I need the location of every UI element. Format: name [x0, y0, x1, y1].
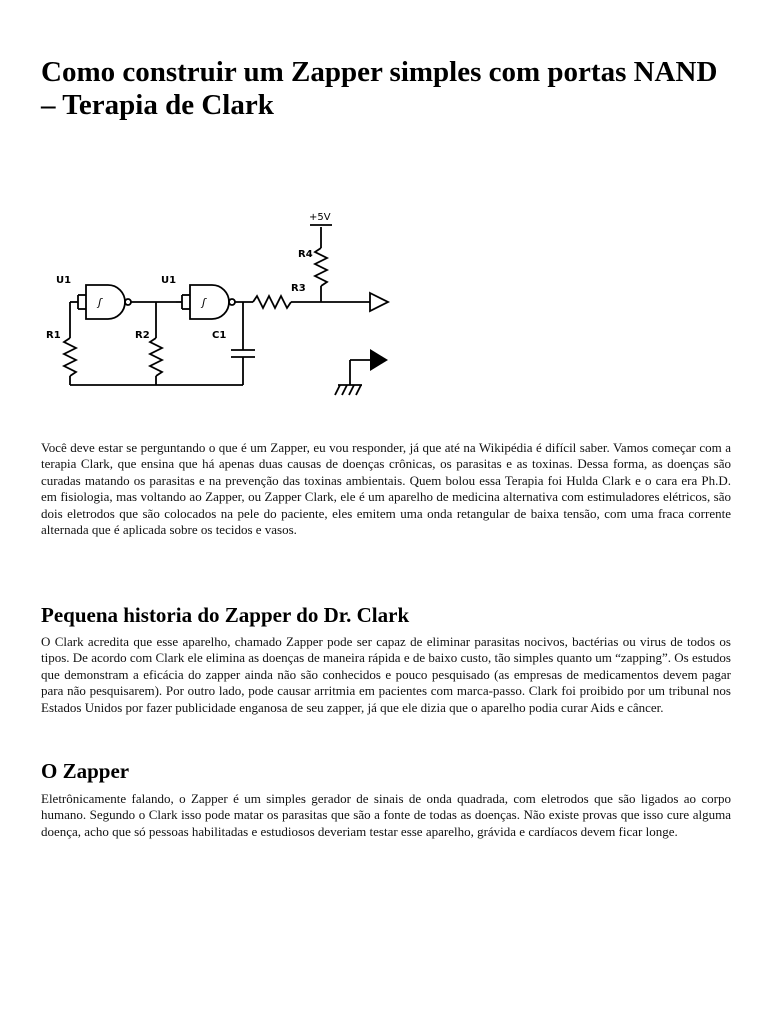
label-r1: R1: [46, 330, 61, 341]
label-c1: C1: [212, 330, 227, 341]
label-u1-first: U1: [56, 275, 72, 286]
section-heading-zapper: O Zapper: [41, 759, 130, 783]
label-vcc: +5V: [309, 212, 331, 223]
zapper-paragraph: Eletrônicamente falando, o Zapper é um simples gerador de sinais de onda quadrada, com eletrodos que são ligados ao corpo humano. Segundo o Clark isso pode matar os parasitas que são a fonte de todas as doenças. Não existe provas que isso cure alguma doença, acho que só pessoas habilitadas e estudiosos deveriam testar esse aparelho, grávida e cardíacos devem ficar longe.: [41, 791, 731, 839]
label-u1-second: U1: [161, 275, 177, 286]
label-r3: R3: [291, 283, 306, 294]
output-electrode-arrow: [370, 293, 388, 311]
resistor-r4: [315, 248, 327, 286]
ground-electrode-arrow: [370, 349, 388, 371]
page-title: Como construir um Zapper simples com portas NAND – Terapia de Clark: [41, 56, 718, 121]
schmitt-symbol-1: ʃ: [98, 296, 102, 309]
nand-gate-2-bubble: [229, 299, 235, 305]
nand-gate-2: [190, 285, 229, 319]
section-heading-history: Pequena historia do Zapper do Dr. Clark: [41, 603, 410, 627]
nand-gate-1: [86, 285, 125, 319]
intro-paragraph: Você deve estar se perguntando o que é um Zapper, eu vou responder, já que até na Wikipédia é difícil saber. Vamos começar com a terapia Clark, que ensina que há apenas duas causas de doenças crônicas, os parasitas e as toxinas. Dessa forma, as doenças são curadas matando os parasitas e na prevenção das toxinas ambientais. Quem bolou essa Terapia foi Hulda Clark e o cara era Ph.D. em fisiologia, mas voltando ao Zapper, ou Zapper Clark, ele é um aparelho de medicina alternativa com estimuladores elétricos, são dois eletrodos que são colocados na pele do paciente, eles emitem uma onda retangular de baixa tensão, com uma fraca corrente alternada que é aplicada sobre os tecidos e vasos.: [41, 440, 731, 538]
zapper-circuit-diagram: [40, 205, 400, 405]
label-r4: R4: [298, 249, 313, 260]
resistor-r1: [64, 338, 76, 376]
resistor-r2: [150, 338, 162, 376]
schmitt-symbol-2: ʃ: [202, 296, 206, 309]
resistor-r3: [253, 296, 291, 308]
history-paragraph: O Clark acredita que esse aparelho, chamado Zapper pode ser capaz de eliminar parasitas nocivos, bactérias ou virus de todos os tipos. De acordo com Clark ele elimina as doenças de maneira rápida e de baixo custo, tão simples quanto um “zapping”. Os estudos que demonstram a eficácia do zapper ainda não são conhecidos e pouco pesquisado (as empresas de medicamentos devem pagar para não pesquisarem). Por outro lado, pode causar arritmia em pacientes com marca-passo. Clark foi proibido por um tribunal nos Estados Unidos por fazer publicidade enganosa de seu zapper, já que ele dizia que o aparelho podia curar Aids e câncer.: [41, 634, 731, 715]
label-r2: R2: [135, 330, 150, 341]
